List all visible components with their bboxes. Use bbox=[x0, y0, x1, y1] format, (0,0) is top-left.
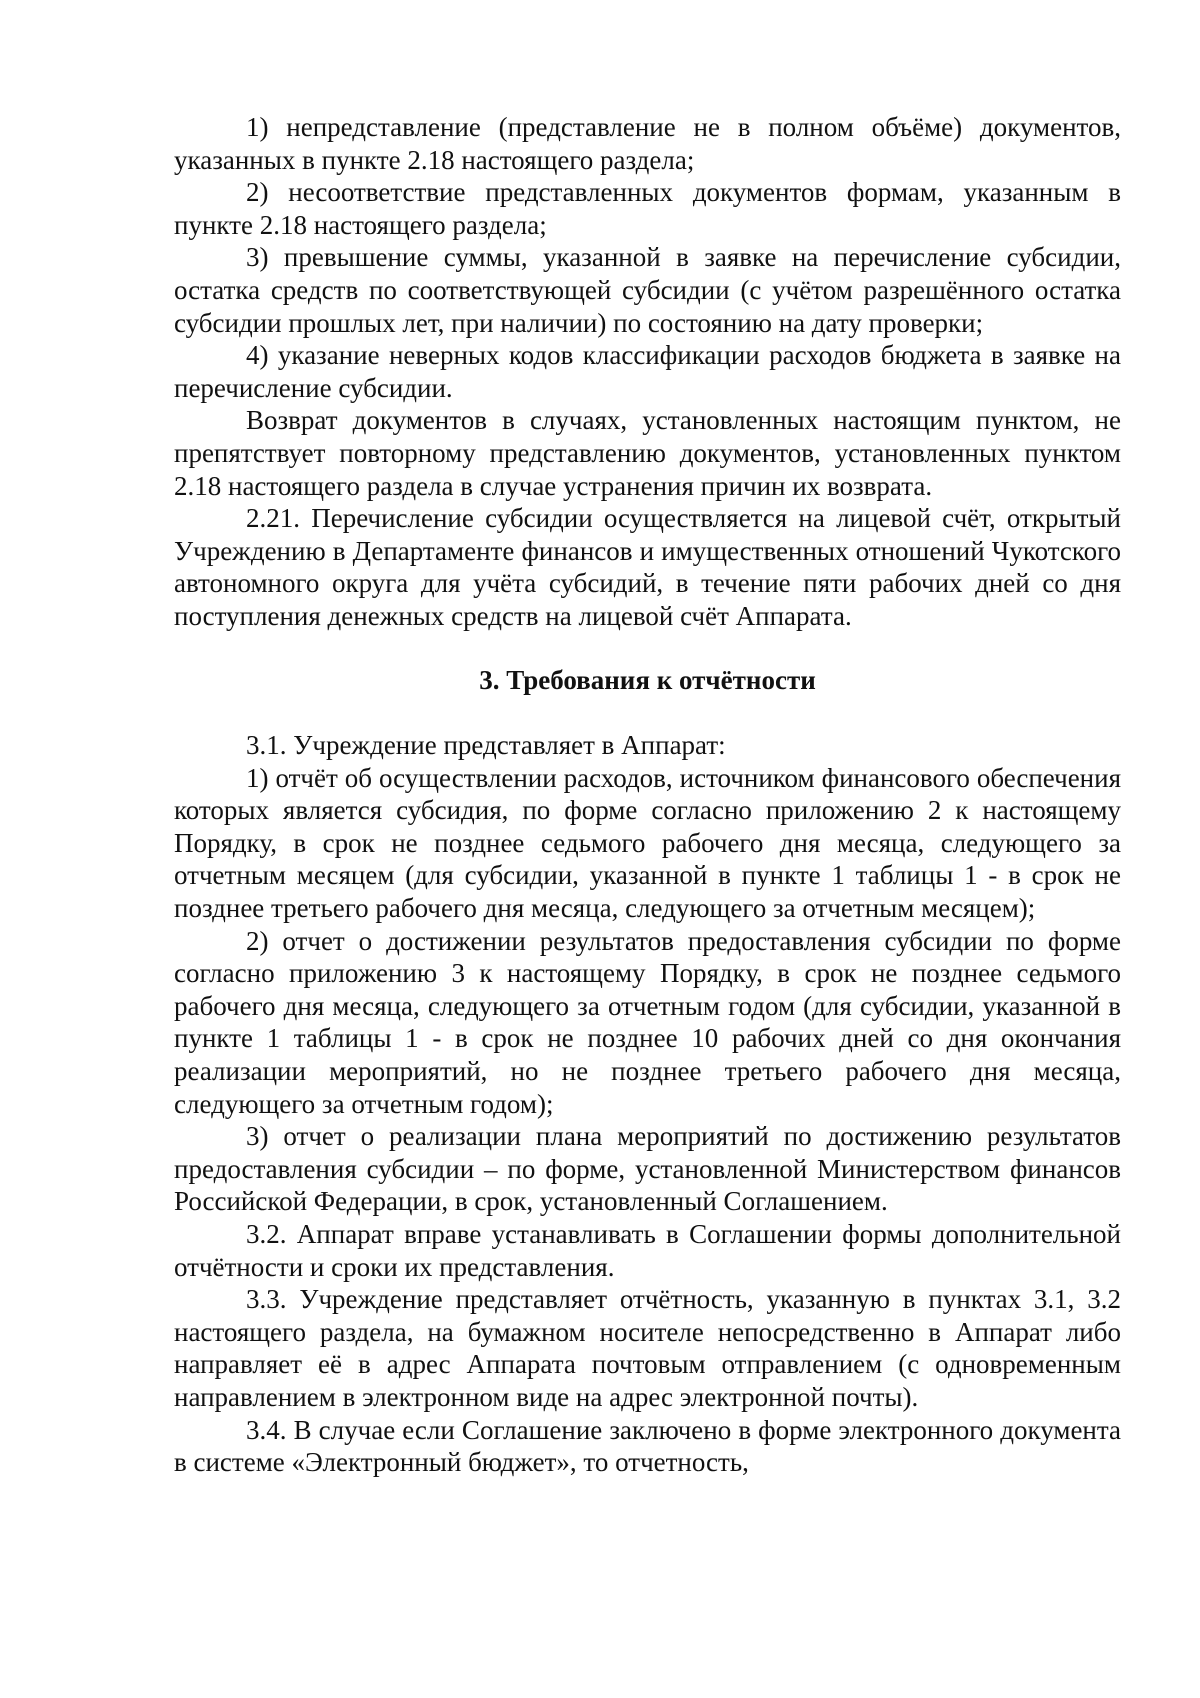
list-item-4: 4) указание неверных кодов классификации расходов бюджета в заявке на перечисление субсидии. bbox=[174, 340, 1121, 403]
clause-3-1: 3.1. Учреждение представляет в Аппарат: bbox=[246, 730, 726, 761]
return-paragraph: Возврат документов в случаях, установленных настоящим пунктом, не препятствует повторному представлению документов, установленных пунктом 2.18 настоящего раздела в случае устранения причин их возврата. bbox=[174, 405, 1121, 501]
document-body bbox=[174, 111, 1121, 1479]
clause-3-1-item-3: 3) отчет о реализации плана мероприятий по достижению результатов предоставления субсидии – по форме, установленной Министерством финансов Российской Федерации, в срок, установленный Соглашением. bbox=[174, 1121, 1121, 1217]
clause-3-4: 3.4. В случае если Соглашение заключено в форме электронного документа в системе «Электронный бюджет», то отчетность, bbox=[174, 1414, 1121, 1478]
list-item-3: 3) превышение суммы, указанной в заявке на перечисление субсидии, остатка средств по соответствующей субсидии (с учётом разрешённого остатка субсидии прошлых лет, при наличии) по состоянию на дату проверки; bbox=[174, 242, 1121, 338]
clause-3-2: 3.2. Аппарат вправе устанавливать в Соглашении формы дополнительной отчётности и сроки их представления. bbox=[174, 1219, 1121, 1282]
clause-3-1-item-2: 2) отчет о достижении результатов предоставления субсидии по форме согласно приложению 3 к настоящему Порядку, в срок не позднее седьмого рабочего дня месяца, следующего за отчетным годом (для субсидии, указанной в пункте 1 таблицы 1 - в срок не позднее 10 рабочих дней со дня окончания реализации мероприятий, но не позднее третьего рабочего дня месяца, следующего за отчетным годом); bbox=[174, 925, 1121, 1119]
list-item-1: 1) непредставление (представление не в полном объёме) документов, указанных в пункте 2.18 настоящего раздела; bbox=[174, 112, 1121, 175]
section-heading: 3. Требования к отчётности bbox=[479, 664, 816, 695]
clause-3-1-item-1: 1) отчёт об осуществлении расходов, источником финансового обеспечения которых является субсидия, по форме согласно приложению 2 к настоящему Порядку, в срок не позднее седьмого рабочего дня месяца, следующего за отчетным месяцем (для субсидии, указанной в пункте 1 таблицы 1 - в срок не позднее третьего рабочего дня месяца, следующего за отчетным месяцем); bbox=[174, 762, 1121, 924]
clause-3-3: 3.3. Учреждение представляет отчётность, указанную в пунктах 3.1, 3.2 настоящего раздела, на бумажном носителе непосредственно в Аппарат либо направляет её в адрес Аппарата почтовым отправлением (с одновременным направлением в электронном виде на адрес электронной почты). bbox=[174, 1284, 1121, 1412]
clause-2-21: 2.21. Перечисление субсидии осуществляется на лицевой счёт, открытый Учреждению в Департаменте финансов и имущественных отношений Чукотского автономного округа для учёта субсидий, в течение пяти рабочих дней со дня поступления денежных средств на лицевой счёт Аппарата. bbox=[174, 503, 1121, 631]
list-item-2: 2) несоответствие представленных документов формам, указанным в пункте 2.18 настоящего раздела; bbox=[174, 177, 1121, 240]
